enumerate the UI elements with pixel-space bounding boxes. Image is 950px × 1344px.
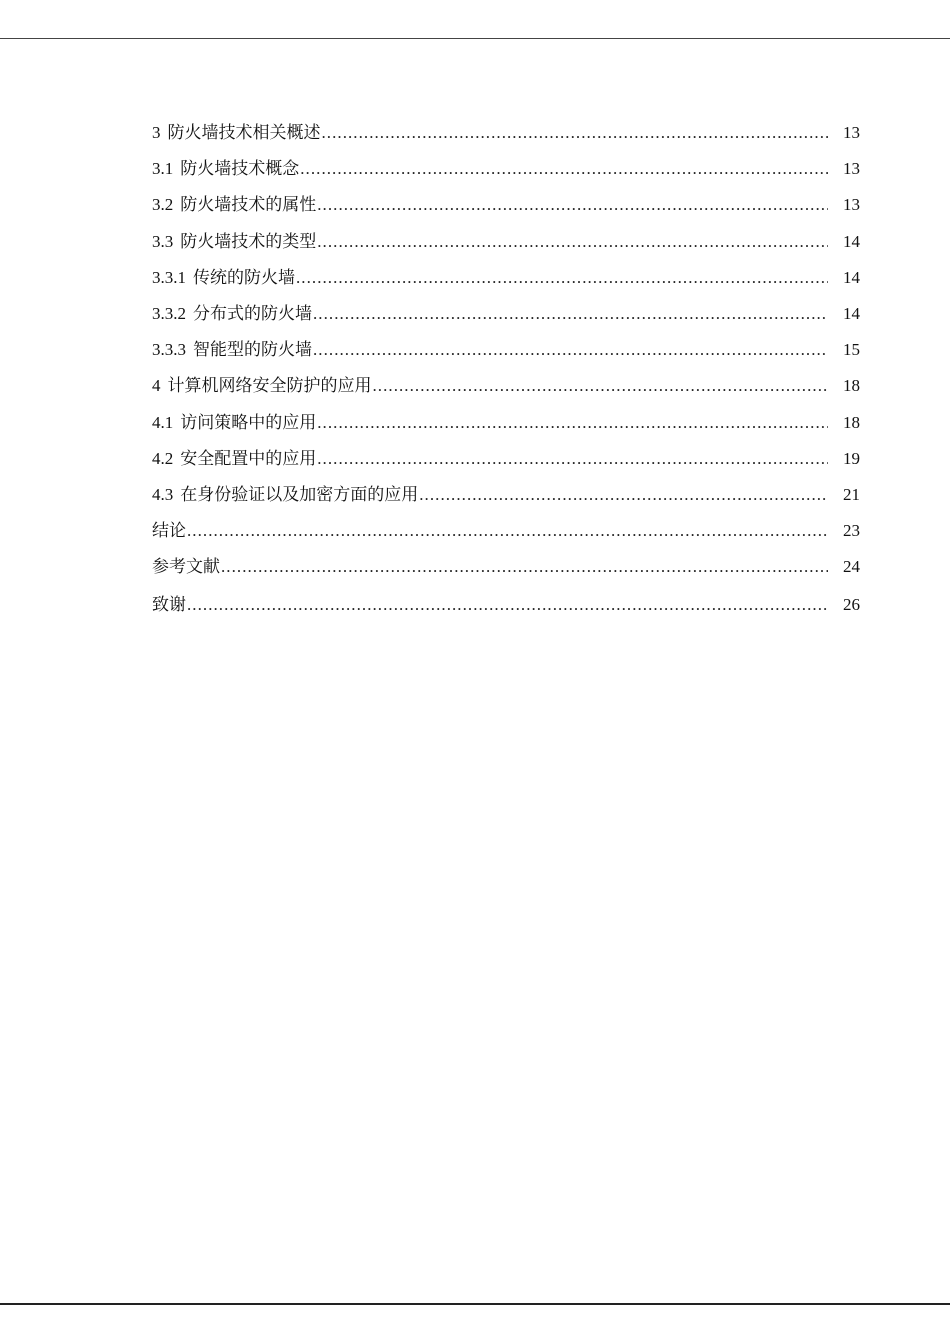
toc-entry-text: 防火墙技术的属性 [180, 195, 317, 215]
toc-entry-number: 3.3.1 [152, 267, 186, 287]
toc-entry-title [152, 193, 316, 217]
toc-entry-text: 防火墙技术相关概述 [167, 123, 321, 142]
toc-page-number: 18 [843, 412, 860, 432]
toc-entry-title [152, 555, 220, 579]
toc-entry-text: 参考文献 [152, 557, 220, 577]
toc-page-number: 14 [843, 267, 860, 287]
toc-entry-number: 3.3 [152, 231, 174, 251]
toc-entry-text: 安全配置中的应用 [180, 448, 317, 468]
dot-leader [313, 338, 828, 362]
dot-leader [322, 121, 829, 145]
toc-entry-text: 防火墙技术概念 [180, 159, 300, 179]
toc-entry-references[interactable] [152, 555, 860, 593]
dot-leader [313, 302, 828, 326]
toc-page-number: 19 [843, 448, 860, 468]
toc-entry-number: 3.2 [152, 195, 174, 215]
dot-leader [317, 193, 828, 217]
toc-entry-number: 4 [152, 376, 161, 396]
dot-leader [187, 593, 828, 617]
toc-page-number: 13 [843, 159, 860, 179]
toc-page-number: 24 [843, 557, 860, 577]
toc-entry-4-3[interactable] [152, 483, 860, 519]
table-of-contents [152, 121, 860, 629]
toc-entry-title [152, 230, 316, 254]
toc-entry-3-3[interactable] [152, 230, 860, 266]
dot-leader [317, 230, 828, 254]
dot-leader [300, 157, 828, 181]
toc-entry-3[interactable] [152, 121, 860, 157]
toc-entry-3-3-3[interactable] [152, 338, 860, 374]
toc-entry-4-2[interactable] [152, 447, 860, 483]
toc-page-number: 14 [843, 231, 860, 251]
dot-leader [373, 374, 829, 398]
toc-page-number: 14 [843, 303, 860, 323]
dot-leader [317, 447, 828, 471]
toc-page-number: 26 [843, 595, 860, 615]
toc-entry-number: 4.2 [152, 448, 174, 468]
toc-entry-title [152, 593, 186, 617]
dot-leader [317, 411, 828, 435]
toc-entry-3-2[interactable] [152, 193, 860, 229]
toc-entry-number: 3.1 [152, 159, 174, 179]
toc-entry-text: 致谢 [152, 595, 186, 615]
dot-leader [419, 483, 828, 507]
toc-entry-title [152, 447, 316, 471]
toc-page-number: 21 [843, 484, 860, 504]
toc-page-number: 15 [843, 340, 860, 360]
toc-page-number: 23 [843, 521, 860, 541]
toc-entry-text: 防火墙技术的类型 [180, 231, 317, 251]
toc-entry-3-1[interactable] [152, 157, 860, 193]
toc-entry-title [152, 483, 418, 507]
toc-entry-number: 4.3 [152, 484, 174, 504]
toc-entry-4-1[interactable] [152, 411, 860, 447]
toc-entry-title [152, 121, 321, 145]
toc-page-number: 13 [843, 123, 860, 142]
toc-entry-title [152, 302, 312, 326]
toc-entry-4[interactable] [152, 374, 860, 410]
toc-entry-text: 访问策略中的应用 [180, 412, 317, 432]
toc-entry-conclusion[interactable] [152, 519, 860, 555]
toc-entry-title [152, 411, 316, 435]
toc-entry-number: 4.1 [152, 412, 174, 432]
toc-entry-acknowledgements[interactable] [152, 593, 860, 629]
toc-entry-3-3-2[interactable] [152, 302, 860, 338]
toc-entry-title [152, 157, 299, 181]
toc-entry-text: 传统的防火墙 [193, 267, 295, 287]
toc-entry-text: 分布式的防火墙 [193, 303, 312, 323]
toc-entry-title [152, 519, 186, 543]
dot-leader [296, 266, 828, 290]
header-rule [0, 38, 950, 39]
dot-leader [187, 519, 828, 543]
toc-entry-number: 3 [152, 123, 161, 142]
toc-entry-number: 3.3.2 [152, 303, 186, 323]
dot-leader [221, 555, 828, 579]
toc-entry-text: 结论 [152, 521, 186, 541]
footer-rule [0, 1303, 950, 1305]
toc-entry-3-3-1[interactable] [152, 266, 860, 302]
toc-entry-title [152, 266, 295, 290]
toc-page-number: 13 [843, 195, 860, 215]
toc-entry-text: 计算机网络安全防护的应用 [167, 376, 372, 396]
toc-entry-number: 3.3.3 [152, 340, 186, 360]
toc-entry-title [152, 374, 372, 398]
toc-entry-text: 智能型的防火墙 [193, 340, 312, 360]
toc-entry-title [152, 338, 312, 362]
toc-page-number: 18 [843, 376, 860, 396]
toc-entry-text: 在身份验证以及加密方面的应用 [180, 484, 419, 504]
